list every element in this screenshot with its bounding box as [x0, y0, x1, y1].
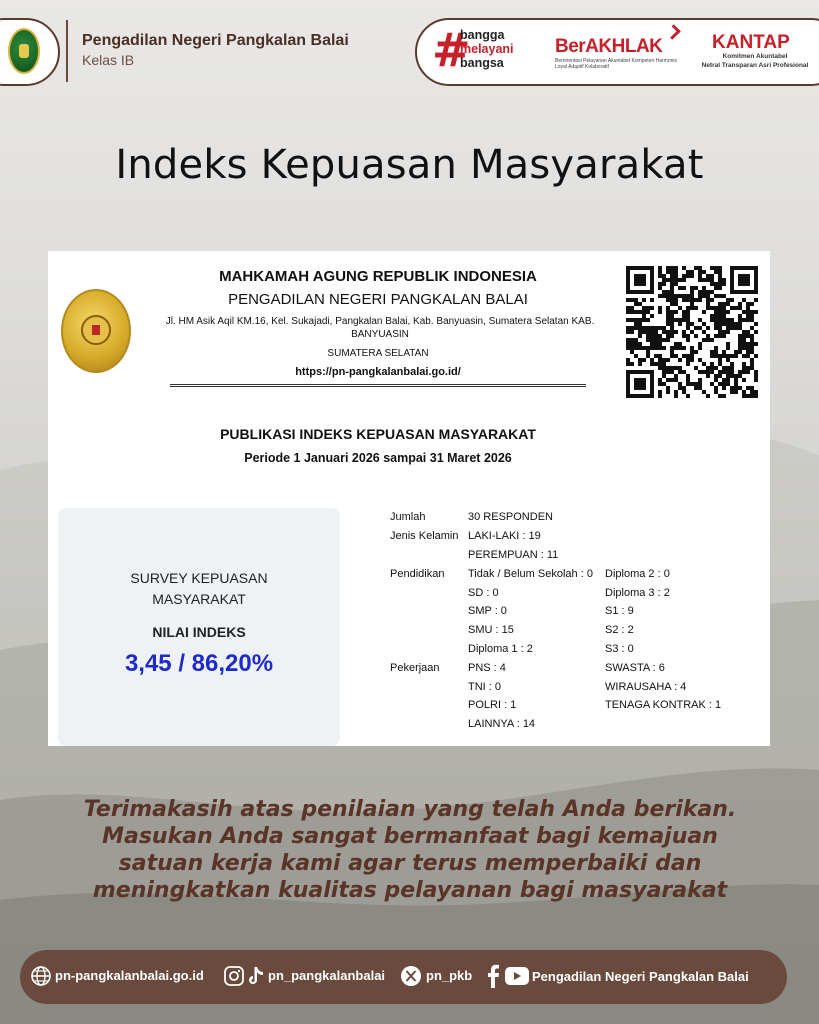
stat-edu: Diploma 2 : 0: [605, 568, 670, 580]
ikm-document: [48, 251, 770, 746]
thanks-line4: meningkatkan kualitas pelayanan bagi masyarakat: [92, 878, 728, 903]
stat-job: WIRAUSAHA : 4: [605, 681, 687, 693]
facebook-icon[interactable]: [486, 964, 500, 988]
thanks-line2: Masukan Anda sangat bermanfaat bagi kemajuan: [102, 824, 718, 849]
stat-jumlah-value: 30 RESPONDEN: [468, 511, 553, 523]
survey-title-line1: SURVEY KEPUASAN: [130, 570, 268, 586]
stat-edu: Diploma 1 : 2: [468, 643, 533, 655]
mahkamah-agung-logo-icon: [8, 28, 40, 74]
survey-title-line2: MASYARAKAT: [152, 591, 246, 607]
footer-x-handle[interactable]: pn_pkb: [426, 968, 473, 983]
stat-job: POLRI : 1: [468, 699, 517, 711]
qr-code-icon: [626, 266, 758, 398]
stat-edu: SD : 0: [468, 587, 499, 599]
footer-facebook-youtube-name[interactable]: Pengadilan Negeri Pangkalan Balai: [532, 969, 749, 984]
x-twitter-icon[interactable]: [400, 965, 422, 987]
stat-job: LAINNYA : 14: [468, 718, 536, 730]
court-address: Jl. HM Asik Aqil KM.16, Kel. Sukajadi, Pangkalan Balai, Kab. Banyuasin, Sumatera Selatan KAB. BANYUASIN: [165, 316, 595, 340]
stat-gender-male: LAKI-LAKI : 19: [468, 530, 541, 542]
stat-job: TENAGA KONTRAK : 1: [605, 699, 722, 711]
footer-instagram-tiktok-handle[interactable]: pn_pangkalanbalai: [268, 968, 386, 983]
stat-edu: SMP : 0: [468, 605, 507, 617]
court-website: https://pn-pangkalanbalai.go.id/: [295, 366, 461, 378]
stat-edu: S1 : 9: [605, 605, 634, 617]
berakhlak-tagline: Berorientasi Pelayanan Akuntabel Kompeten Harmonis Loyal Adaptif Kolaboratif: [555, 58, 678, 70]
survey-title: [58, 568, 340, 610]
stat-job: PNS : 4: [468, 662, 506, 674]
page-title: Indeks Kepuasan Masyarakat: [115, 142, 704, 188]
court-seal-icon: [61, 289, 131, 373]
stat-edu: S2 : 2: [605, 624, 634, 636]
stat-edu: S3 : 0: [605, 643, 634, 655]
footer-website-link[interactable]: pn-pangkalanbalai.go.id: [55, 968, 204, 983]
kantap-tagline-2: Netral Transparan Asri Profesional: [701, 62, 809, 69]
bangga-melayani-bangsa-text: [460, 28, 514, 70]
kantap-logo: KANTAP: [712, 32, 790, 53]
index-label: NILAI INDEKS: [152, 624, 246, 640]
thanks-line1: Terimakasih atas penilaian yang telah Anda berikan.: [83, 797, 737, 822]
document-separator: [170, 384, 586, 387]
footer-bar: [20, 950, 787, 1004]
bangga-line3: bangsa: [460, 56, 504, 70]
thank-you-message: [40, 796, 780, 904]
bangga-line2: melayani: [460, 42, 514, 56]
stat-edu: Tidak / Belum Sekolah : 0: [468, 568, 593, 580]
kantap-tagline: [690, 52, 819, 70]
publication-period: Periode 1 Januari 2026 sampai 31 Maret 2026: [244, 451, 512, 465]
tiktok-icon[interactable]: [246, 965, 266, 987]
stat-education-label: Pendidikan: [390, 568, 445, 580]
youtube-icon[interactable]: [504, 966, 530, 986]
instagram-icon[interactable]: [223, 965, 245, 987]
court-province: SUMATERA SELATAN: [327, 348, 429, 359]
stat-job: TNI : 0: [468, 681, 502, 693]
kantap-tagline-1: Komitmen Akuntabel: [722, 53, 788, 60]
bangga-line1: bangga: [460, 28, 505, 42]
court-name: Pengadilan Negeri Pangkalan Balai: [82, 32, 349, 49]
stat-edu: SMU : 15: [468, 624, 514, 636]
stat-edu: Diploma 3 : 2: [605, 587, 670, 599]
index-value: 3,45 / 86,20%: [124, 650, 274, 677]
stat-job: SWASTA : 6: [605, 662, 665, 674]
court-class: Kelas IB: [82, 52, 135, 68]
stat-gender-female: PEREMPUAN : 11: [468, 549, 559, 561]
berakhlak-logo: BerAKHLAK: [555, 36, 663, 57]
survey-summary-box: [58, 508, 340, 746]
thanks-line3: satuan kerja kami agar terus memperbaiki dan: [118, 851, 702, 876]
stat-job-label: Pekerjaan: [390, 662, 440, 674]
seal-emblem-icon: [81, 315, 111, 345]
institution-name: MAHKAMAH AGUNG REPUBLIK INDONESIA: [219, 268, 537, 285]
publication-title: PUBLIKASI INDEKS KEPUASAN MASYARAKAT: [220, 426, 536, 442]
globe-icon: [30, 965, 52, 987]
stat-gender-label: Jenis Kelamin: [390, 530, 459, 542]
bangga-melayani-bangsa-logo-icon: #: [432, 23, 471, 77]
stat-jumlah-label: Jumlah: [390, 511, 426, 523]
header-divider: [66, 20, 68, 82]
document-court-name: PENGADILAN NEGERI PANGKALAN BALAI: [228, 291, 528, 308]
